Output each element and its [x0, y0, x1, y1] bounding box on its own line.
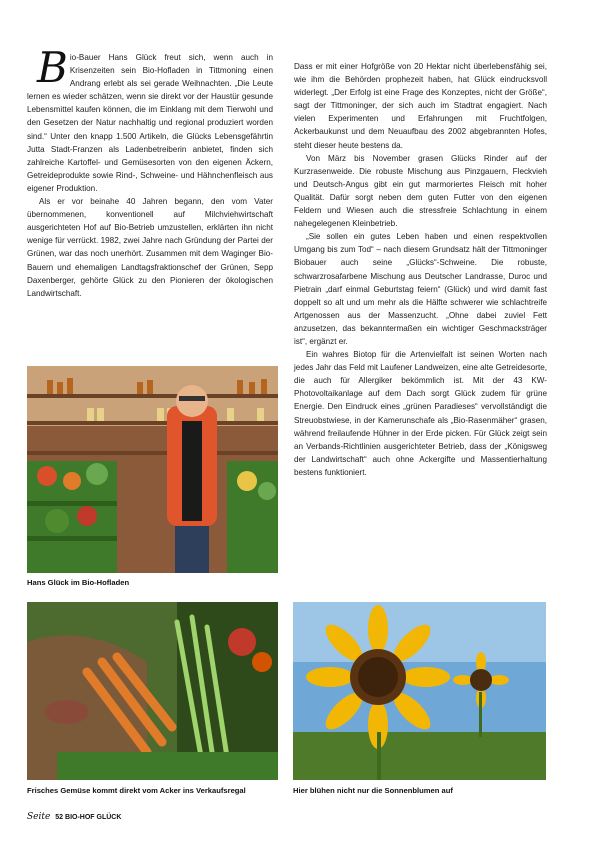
footer-section-label: BIO-HOF GLÜCK	[65, 814, 122, 821]
footer-script-label: Seite	[27, 812, 51, 822]
page-number: 52	[55, 814, 64, 821]
sunflowers-photo-caption: Hier blühen nicht nur die Sonnenblumen auf	[293, 786, 453, 795]
vegetables-photo-illustration	[27, 602, 278, 780]
sunflowers-photo	[293, 602, 546, 780]
shop-photo-illustration	[27, 366, 278, 573]
article-paragraph: Als er vor beinahe 40 Jahren begann, den vom Vater übernommenen, konventionell auf Milchviehwirtschaft ausgerichteten Hof auf Bio-Betrieb umzustellen, erklärten ihn nicht wenige für verrückt. 1982, zwei Jahre nach Gründung der Partei der Grünen, war das noch unerhört. Zusammen mit dem Waginger Bio-Bauern und ehemaligen Landtagsfraktionschef der Grünen, Sepp Daxenberger, gehörte Glück zu den Pionieren der ökologischen Landwirtschaft.	[27, 197, 273, 298]
article-paragraph: „Sie sollen ein gutes Leben haben und einen respektvollen Umgang bis zum Tod“ – nach diesem Grundsatz hält der Tittmoninger Biobauer auch seine „Glücks“-Schweine. Die robuste, schwarzrosafarbene Mischung aus Deutscher Landrasse, Duroc und Pietrain „darf einmal Geburtstag feiern“ (Glück) und wird damit fast doppelt so alt und um mehr als die Hälfte schwerer wie schlachtreife Artgenossen aus der Massenzucht. „Ohne dabei zuviel Fett anzusetzen, das bekanntermaßen ein wichtiger Geschmacksträger ist“, ergänzt er.	[294, 232, 547, 346]
page-footer	[27, 812, 121, 822]
sunflowers-photo-illustration	[293, 602, 546, 780]
article-column-right	[294, 60, 547, 479]
drop-cap: B	[37, 43, 68, 92]
vegetables-photo	[27, 602, 278, 780]
article-column-left	[27, 43, 273, 300]
article-paragraph: Dass er mit einer Hofgröße von 20 Hektar nicht überlebensfähig sei, wie ihm die Behörden prophezeit haben, hat Glück eindrucksvoll widerlegt. „Der Erfolg ist eine Frage des Konzeptes, nicht der Größe“, sagt der Tittmoninger, der sich auch im Stadtrat engagiert. Nach vielen Experimenten und Erfahrungen mit Fruchtfolgen, Ackerbaukunst und dem Neuaufbau des 2002 abgebrannten Hofes, steht dieser heute bestens da.	[294, 62, 547, 150]
article-paragraph: io-Bauer Hans Glück freut sich, wenn auch in Krisenzeiten sein Bio-Hofladen in Tittmoning einen Andrang erlebt als sei gerade Weihnachten. „Die Leute lernen es wieder schätzen, wenn sie direkt vor der Haustür gesunde Lebensmittel kaufen können, die im Einklang mit dem Tierwohl und den Gesetzen der Natur nachhaltig und regional produziert worden sind.“ Unter den knapp 1.500 Artikeln, die Glücks Lebensgefährtin Jutta Stadt-Franzen als Ladenbetreiberin anbietet, finden sich zahlreiche Kartoffel- und Gemüsesorten von den eigenen Äckern, Getreideprodukte sowie Rind-, Schweine- und Hähnchenfleisch aus eigener Produktion.	[27, 53, 273, 193]
article-paragraph: Von März bis November grasen Glücks Rinder auf der Kurzrasenweide. Die robuste Mischung aus Pinzgauern, Fleckvieh und Deutsch-Angus gibt ein gut marmoriertes Fleisch mit hoher Qualität. Dafür sorgt neben dem guten Futter von den eigenen Feldern und Wiesen auch die stressfreie Schlachtung in einem nahegelegenen Kleinbetrieb.	[294, 153, 547, 229]
shop-photo-caption: Hans Glück im Bio-Hofladen	[27, 578, 130, 587]
vegetables-photo-caption: Frisches Gemüse kommt direkt vom Acker ins Verkaufsregal	[27, 786, 246, 795]
shop-photo	[27, 366, 278, 573]
article-paragraph: Ein wahres Biotop für die Artenvielfalt ist seinen Worten nach jedes Jahr das Feld mit Laufener Landweizen, eine alte Getreidesorte, die auch für Allergiker bekömmlich ist. Mit der 43 KW-Photovoltaikanlage auf dem Dach sorgt Glück zudem für grüne Energie. Den Eindruck eines „grünen Paradieses“ vervollständigt die Streuobstwiese, in der Kamerunschafe als „Bio-Rasenmäher“ grasen, während freilaufende Hühner in der Erde picken. Für Glück zeigt sein an Verbands-Richtlinien ausgerichteter Betrieb, dass der „Königsweg der Landwirtschaft“ auch ohne Ackergifte und Massentierhaltung bestens funktioniert.	[294, 350, 547, 477]
